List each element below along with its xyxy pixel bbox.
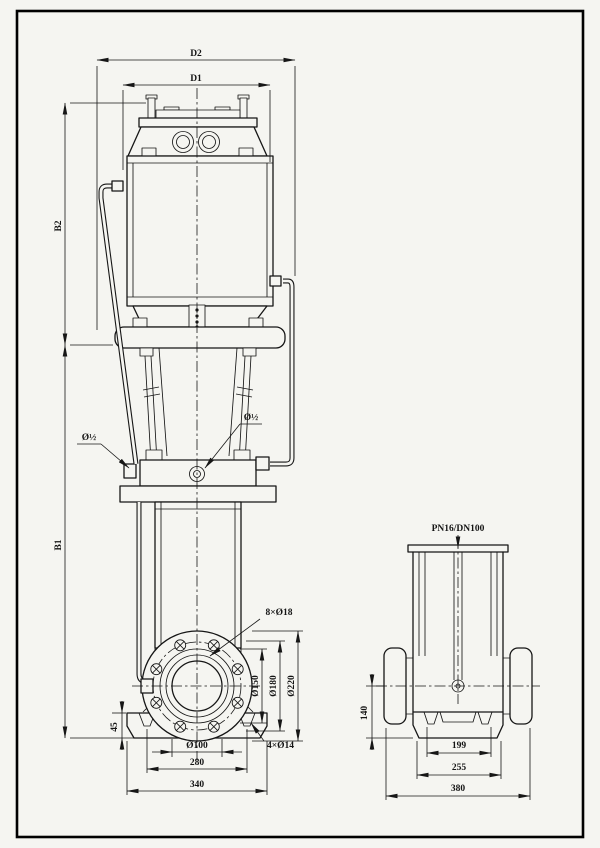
b1-label: B1 (54, 539, 64, 551)
port-height-label: 140 (360, 705, 370, 721)
flange-od-label: Ø220 (287, 675, 297, 697)
motor-body (127, 156, 273, 327)
pump-head (120, 450, 276, 502)
base-bolt-span-label: 280 (189, 758, 205, 768)
d1-label: D1 (190, 74, 202, 84)
pipe-fitting (270, 276, 281, 286)
plug-center-label: Ø½ (243, 413, 259, 423)
base-width-label: 340 (189, 780, 205, 790)
d2-label: D2 (190, 49, 202, 59)
cable-gland-right (199, 132, 220, 153)
base-height-label: 45 (110, 722, 120, 732)
side-base (413, 712, 503, 738)
pipe-fitting (112, 181, 123, 191)
side-view (376, 538, 540, 738)
motor-terminal-box (128, 95, 267, 156)
cable-gland-left (173, 132, 194, 153)
front-view (101, 88, 295, 760)
foot-span-label: 199 (451, 741, 467, 751)
flange-holes-label: 8×Ø18 (265, 608, 293, 618)
lantern-tie-rods (140, 348, 256, 462)
base-holes-label: 4×Ø14 (267, 741, 295, 751)
side-base-bolt-span-label: 255 (451, 763, 467, 773)
plug-left-label: Ø½ (81, 433, 97, 443)
callout-plug-left (77, 433, 129, 468)
flange-bolt-circle-label: Ø180 (269, 675, 279, 697)
dim-b1 (54, 345, 134, 738)
dim-base-height (110, 701, 126, 750)
pipe-fitting (256, 457, 269, 470)
port-bore-label: Ø100 (186, 741, 208, 751)
flange-spec-label: PN16/DN100 (431, 524, 485, 534)
overall-width-label: 380 (450, 784, 466, 794)
flange-face-label: Ø150 (251, 675, 261, 697)
b2-label: B2 (54, 220, 64, 232)
side-plug (124, 464, 136, 478)
